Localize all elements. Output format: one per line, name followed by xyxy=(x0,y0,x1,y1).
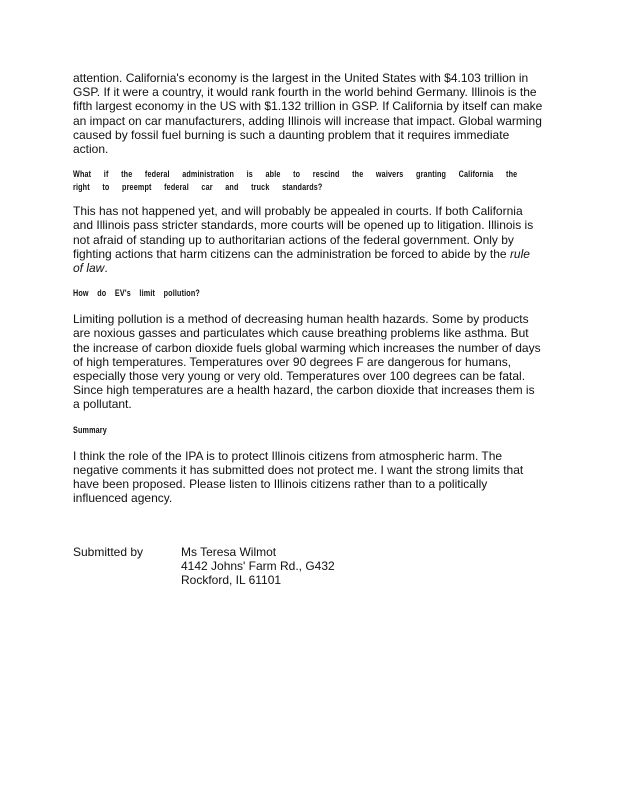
question-heading-rescind: What if the federal administration is able to rescind the waivers granting California the right to preempt federal car and truck standards? xyxy=(73,169,518,193)
question-heading-pollution: How do EV's limit pollution? xyxy=(73,288,200,299)
submitted-by-label: Submitted by xyxy=(73,545,144,559)
submitter-address-line2: Rockford, IL 61101 xyxy=(181,573,282,588)
submitter-address-line1: 4142 Johns' Farm Rd., G432 xyxy=(181,559,335,574)
summary-paragraph: I think the role of the IPA is to protect Illinois citizens from atmospheric harm. The negative comments it has submitted does not protect me. I want the strong limits that have been proposed. Please listen to Illinois citizens rather than to a politically influenced agency. xyxy=(73,448,524,506)
rescind-answer-text: This has not happened yet, and will probably be appealed in courts. If both California and Illinois pass stricter standards, more courts will be opened up to litigation. Illinois is not afraid of standing up to authoritarian actions of the federal government. Only by fighting actions that harm citizens can the administration be forced to abide by the xyxy=(73,204,534,261)
submitter-details xyxy=(181,545,335,588)
summary-heading: Summary xyxy=(73,424,107,435)
document-body xyxy=(73,71,543,505)
pollution-answer-paragraph: Limiting pollution is a method of decreasing human health hazards. Some by products are noxious gasses and particulates which cause breathing problems like asthma. But the increase of carbon dioxide fuels global warming which increases the number of days of high temperatures. Temperatures over 90 degrees F are dangerous for humans, especially those very young or very old. Temperatures over 100 degrees can be fatal. Since high temperatures are a health hazard, the carbon dioxide that increases them is a pollutant. xyxy=(73,312,541,412)
intro-paragraph: attention. California's economy is the largest in the United States with $4.103 trillion in GSP. If it were a country, it would rank fourth in the world behind Germany. Illinois is the fifth largest economy in the US with $1.132 trillion in GSP. If California by itself can make an impact on car manufacturers, adding Illinois will increase that impact. Global warming caused by fossil fuel burning is such a daunting problem that it requires immediate action. xyxy=(73,71,543,157)
rule-of-law-text: rule of law xyxy=(73,246,530,276)
rescind-answer-paragraph xyxy=(73,204,543,275)
rescind-answer-period: . xyxy=(104,261,108,276)
submitter-name: Ms Teresa Wilmot xyxy=(181,545,277,559)
